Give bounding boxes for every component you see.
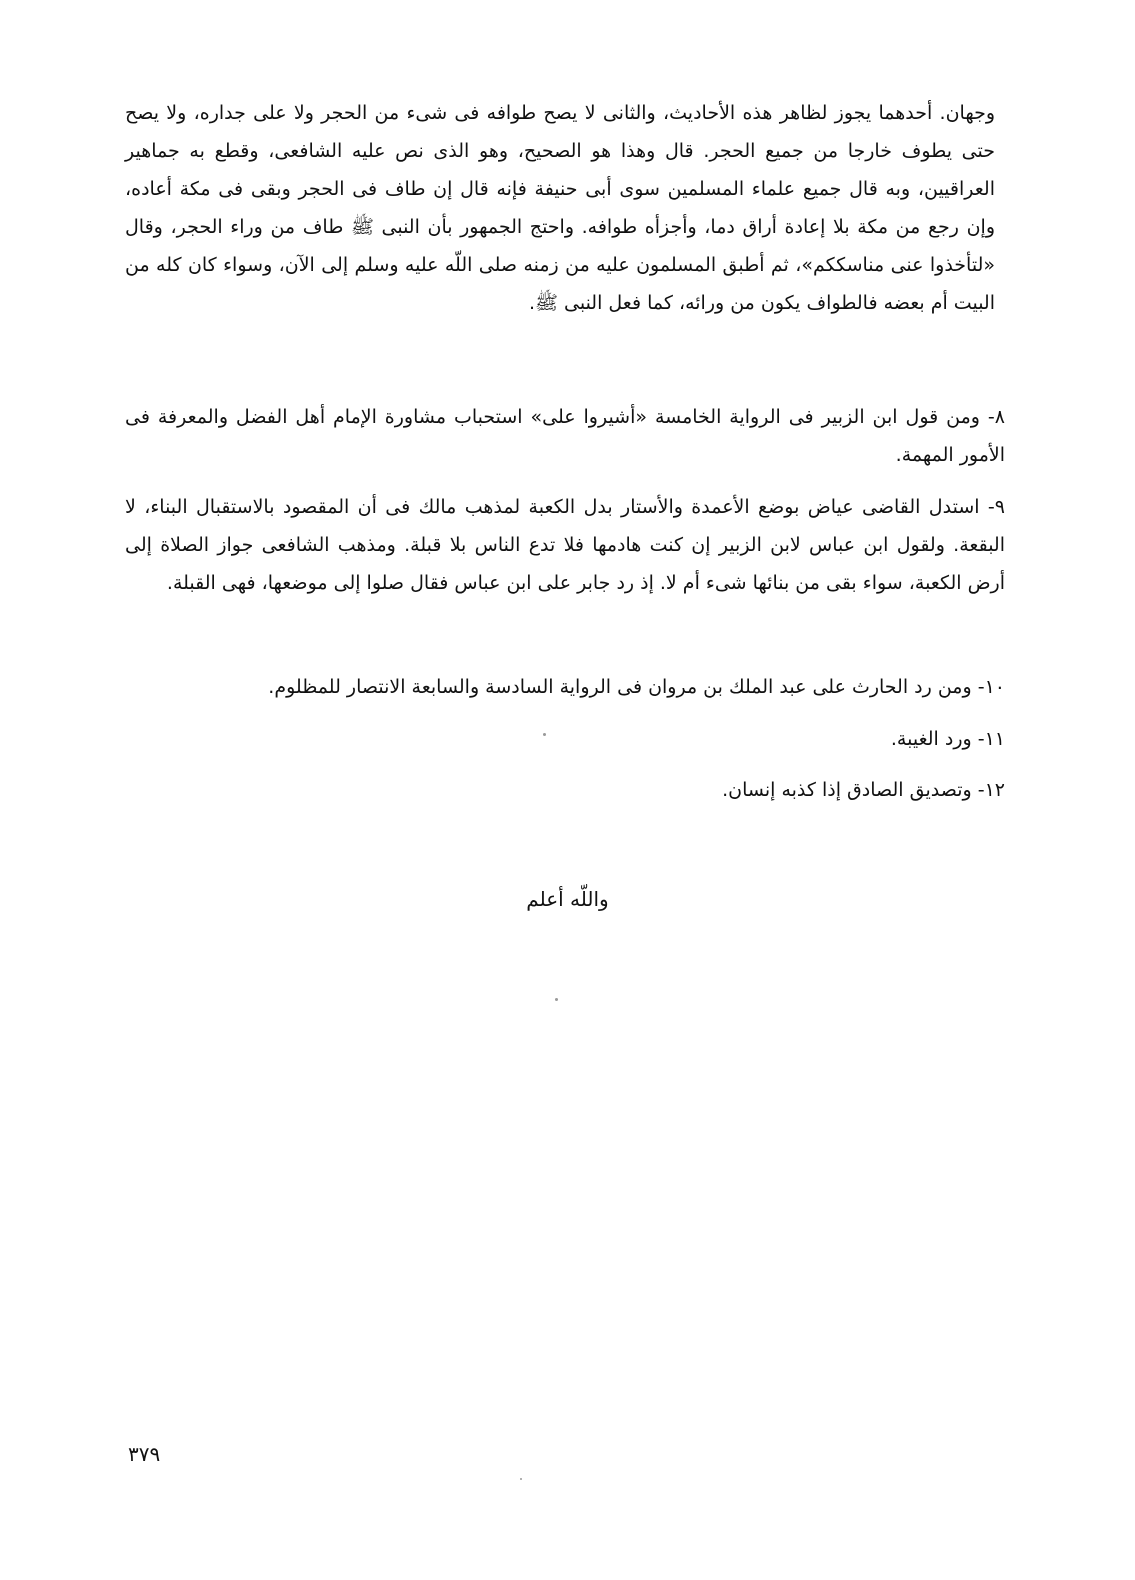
scan-speck (520, 1478, 522, 1480)
scan-speck (543, 733, 546, 736)
list-item-number: ٨- (987, 406, 1005, 428)
scan-speck (555, 998, 558, 1001)
list-item-text: ومن رد الحارث على عبد الملك بن مروان فى الرواية السادسة والسابعة الانتصار للمظلوم. (268, 676, 972, 698)
list-item-text: استدل القاضى عياض بوضع الأعمدة والأستار بدل الكعبة لمذهب مالك فى أن المقصود بالاستقبال البناء، لا البقعة. ولقول ابن عباس لابن الزبير إن كنت هادمها فلا تدع الناس بلا قبلة. ومذهب الشافعى جواز الصلاة إلى أرض الكعبة، سواء بقى من بنائها شىء أم لا. إذ رد جابر على ابن عباس فقال صلوا إلى موضعها، فهى القبلة. (125, 496, 1005, 594)
list-item-10 (125, 668, 1005, 706)
list-item-8 (125, 398, 1005, 474)
closing-phrase: واللّه أعلم (526, 887, 609, 911)
list-item-12 (125, 771, 1005, 809)
list-item-number: ١١- (977, 728, 1005, 750)
list-item-text: ومن قول ابن الزبير فى الرواية الخامسة «أشيروا على» استحباب مشاورة الإمام أهل الفضل والمعرفة فى الأمور المهمة. (125, 406, 1005, 466)
list-item-11 (125, 720, 1005, 758)
list-item-number: ١٢- (977, 779, 1005, 801)
list-item-number: ١٠- (977, 676, 1005, 698)
list-item-9 (125, 488, 1005, 602)
list-item-text: ورد الغيبة. (890, 728, 972, 750)
page-number: ٣٧٩ (128, 1442, 161, 1466)
list-item-text: وتصديق الصادق إذا كذبه إنسان. (722, 779, 972, 801)
list-item-number: ٩- (987, 496, 1005, 518)
intro-paragraph: وجهان. أحدهما يجوز لظاهر هذه الأحاديث، والثانى لا يصح طوافه فى شىء من الحجر ولا على جداره، ولا يصح حتى يطوف خارجا من جميع الحجر. قال وهذا هو الصحيح، وهو الذى نص عليه الشافعى، وقطع به جماهير العراقيين، وبه قال جميع علماء المسلمين سوى أبى حنيفة فإنه قال إن طاف فى الحجر وبقى فى مكة أعاده، وإن رجع من مكة بلا إعادة أراق دما، وأجزأه طوافه. واحتج الجمهور بأن النبى ﷺ طاف من وراء الحجر، وقال «لتأخذوا عنى مناسككم»، ثم أطبق المسلمون عليه من زمنه صلى اللّه عليه وسلم إلى الآن، وسواء كان كله من البيت أم بعضه فالطواف يكون من ورائه، كما فعل النبى ﷺ. (125, 102, 995, 314)
